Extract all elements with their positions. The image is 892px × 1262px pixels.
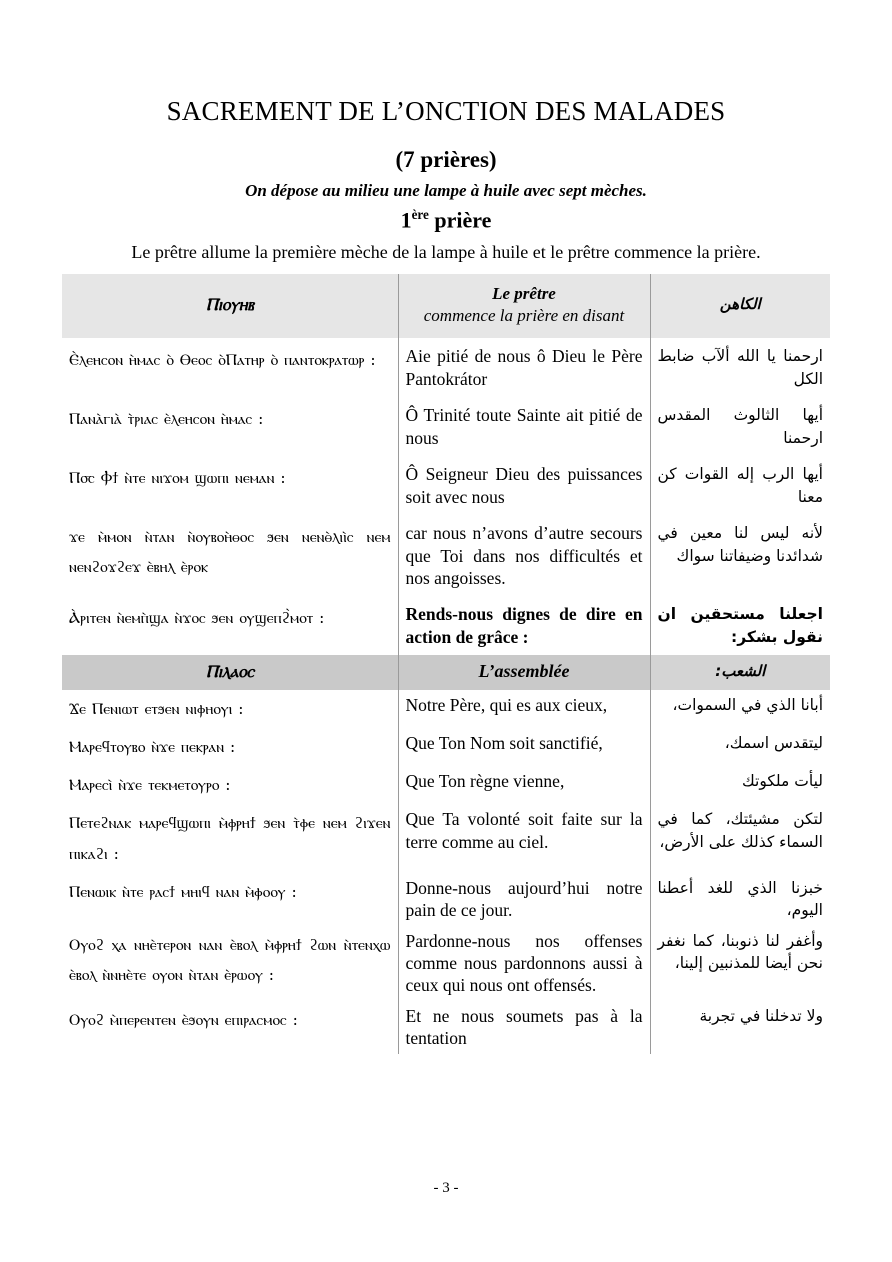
row-french-text: Notre Père, qui es aux cieux, — [405, 694, 608, 715]
assembly-header-row — [62, 655, 830, 689]
table-row — [62, 766, 830, 804]
assembly-header-arabic: الشعب: — [715, 662, 766, 681]
prayer-number-heading — [62, 207, 830, 234]
row-arabic-cell — [650, 873, 830, 926]
row-coptic-cell — [62, 596, 398, 655]
row-coptic-cell — [62, 728, 398, 766]
row-arabic-text: ولا تدخلنا في تجربة — [699, 1006, 823, 1025]
row-coptic-text: ϫⲉ ⲙ̀ⲙⲟⲛ ⲛ̀ⲧⲁⲛ ⲛ̀ⲟⲩⲃⲟⲏ̀ⲑⲟⲥ ϧⲉⲛ ⲛⲉⲛⲑ̀ⲗⲓⲓ̀ⲥ ⲛⲉⲙ ⲛⲉⲛϩⲟϫϩⲉϫ ⲉ̀ⲃⲏⲗ ⲉ̀ⲣⲟⲕ — [69, 528, 391, 577]
row-french-cell — [398, 690, 650, 728]
assembly-header-arabic-cell — [650, 655, 830, 689]
row-french-text: Que Ton Nom soit sanctifié, — [405, 732, 603, 753]
row-arabic-text: لتكن مشيئتك، كما في السماء كذلك على الأرض، — [657, 810, 823, 851]
row-coptic-text: Ⲡⲉⲧⲉϩⲛⲁⲕ ⲙⲁⲣⲉϥϣⲱⲡⲓ ⲙ̀ⲫⲣⲏϯ ϧⲉⲛ ⲧ̀ⲫⲉ ⲛⲉⲙ ϩⲓϫⲉⲛ ⲡⲓⲕⲁϩⲓ : — [69, 814, 391, 863]
row-arabic-cell — [650, 515, 830, 596]
row-coptic-cell — [62, 766, 398, 804]
priest-header-arabic-cell — [650, 274, 830, 338]
row-arabic-text: أيها الرب إله القوات كن معنا — [657, 465, 823, 506]
row-french-text: Pardonne-nous nos offenses comme nous pardonnons aussi à ceux qui nous ont offensés. — [405, 930, 643, 996]
row-french-cell — [398, 456, 650, 515]
priest-header-arabic: الكاهن — [719, 295, 761, 314]
row-french-text: Que Ta volonté soit faite sur la terre comme au ciel. — [405, 809, 643, 852]
document-subtitle: (7 prières) — [395, 146, 497, 172]
table-row — [62, 397, 830, 456]
table-row — [62, 515, 830, 596]
priest-header-row — [62, 274, 830, 338]
prayer-number-value: 1 — [400, 207, 412, 233]
row-arabic-cell — [650, 596, 830, 655]
row-french-cell — [398, 804, 650, 872]
row-arabic-cell — [650, 804, 830, 872]
priest-header-french — [406, 283, 643, 327]
row-coptic-cell — [62, 926, 398, 1001]
row-coptic-text: Ⲁ̀ⲣⲓⲧⲉⲛ ⲛ̀ⲉⲙⲡ̀ϣⲁ ⲛ̀ϫⲟⲥ ϧⲉⲛ ⲟⲩϣⲉⲡϩ̀ⲙⲟⲧ : — [69, 609, 325, 628]
table-row — [62, 926, 830, 1001]
row-arabic-cell — [650, 338, 830, 397]
row-coptic-text: Ⲡⲁⲛⲁ̀ⲅⲓⲁ̀ ⲧ̀ⲣⲓⲁⲥ ⲉ̀ⲗⲉⲏⲥⲟⲛ ⲏ̀ⲙⲁⲥ : — [69, 410, 264, 429]
row-coptic-text: Ⲟⲩⲟϩ ⲙ̀ⲡⲉⲣⲉⲛⲧⲉⲛ ⲉ̀ϧⲟⲩⲛ ⲉⲡⲓⲣⲁⲥⲙⲟⲥ : — [69, 1010, 298, 1029]
table-row — [62, 873, 830, 926]
row-arabic-text: ليأت ملكوتك — [741, 772, 823, 791]
row-coptic-text: Ⲡⲉⲛⲱⲓⲕ ⲛ̀ⲧⲉ ⲣⲁⲥϯ ⲙⲏⲓϥ ⲛⲁⲛ ⲙ̀ⲫⲟⲟⲩ : — [69, 882, 297, 901]
table-row — [62, 1001, 830, 1054]
row-coptic-cell — [62, 804, 398, 872]
row-french-cell — [398, 515, 650, 596]
page-number: - 3 - — [433, 1180, 459, 1196]
row-arabic-cell — [650, 690, 830, 728]
row-french-cell — [398, 1001, 650, 1054]
row-french-cell — [398, 397, 650, 456]
priest-header-french-line1: Le prêtre — [492, 284, 556, 304]
assembly-header-coptic-cell — [62, 655, 398, 689]
row-french-text: Donne-nous aujourd’hui notre pain de ce jour. — [405, 877, 643, 921]
row-coptic-text: Ⲙⲁⲣⲉⲥⲓ̀ ⲛ̀ϫⲉ ⲧⲉⲕⲙⲉⲧⲟⲩⲣⲟ : — [69, 776, 231, 795]
priest-header-french-cell — [398, 274, 650, 338]
row-french-cell — [398, 728, 650, 766]
row-french-text: Aie pitié de nous ô Dieu le Père Pantokrátor — [405, 346, 643, 389]
row-coptic-text: Ⲉ̀ⲗⲉⲏⲥⲟⲛ ⲏ̀ⲙⲁⲥ ⲟ̀ Ⲑⲉⲟⲥ ⲟ̀Ⲡⲁⲧⲏⲣ ⲟ̀ ⲡⲁⲛⲧⲟⲕⲣⲁⲧⲱⲣ : — [69, 351, 376, 370]
prayer-number-word: prière — [428, 207, 492, 233]
row-french-cell — [398, 338, 650, 397]
table-row — [62, 596, 830, 655]
row-arabic-text: اجعلنا مستحقين ان نقول بشكر: — [657, 605, 823, 646]
table-row — [62, 456, 830, 515]
row-arabic-cell — [650, 1001, 830, 1054]
document-instruction: Le prêtre allume la première mèche de la lampe à huile et le prêtre commence la prière. — [131, 241, 761, 262]
row-arabic-text: أبانا الذي في السموات، — [672, 695, 823, 714]
row-coptic-cell — [62, 338, 398, 397]
table-row — [62, 690, 830, 728]
row-arabic-cell — [650, 766, 830, 804]
table-row — [62, 338, 830, 397]
row-french-text: Rends-nous dignes de dire en action de grâce : — [405, 604, 643, 647]
row-coptic-cell — [62, 1001, 398, 1054]
row-arabic-cell — [650, 397, 830, 456]
row-arabic-cell — [650, 728, 830, 766]
priest-header-coptic: Ⲡⲓⲟⲩⲏⲃ — [205, 295, 254, 316]
row-arabic-text: لأنه ليس لنا معين في شدائدنا وضيفاتنا سواك — [657, 524, 823, 565]
row-coptic-cell — [62, 873, 398, 926]
row-coptic-cell — [62, 456, 398, 515]
assembly-header-coptic: Ⲡⲓⲗⲁⲟⲥ — [205, 661, 254, 682]
row-coptic-text: Ⲟⲩⲟϩ ⲭⲁ ⲛⲏⲉ̀ⲧⲉⲣⲟⲛ ⲛⲁⲛ ⲉ̀ⲃⲟⲗ ⲙ̀ⲫⲣⲏϯ ϩⲱⲛ ⲛ̀ⲧⲉⲛⲭⲱ ⲉ̀ⲃⲟⲗ ⲛ̀ⲛⲏⲉ̀ⲧⲉ ⲟⲩⲟⲛ ⲛ̀ⲧⲁⲛ ⲉ̀ⲣⲱⲟⲩ : — [69, 935, 391, 984]
liturgy-table — [62, 274, 830, 1053]
assembly-header-french-cell — [398, 655, 650, 689]
row-arabic-cell — [650, 926, 830, 1001]
row-french-cell — [398, 926, 650, 1001]
table-row — [62, 804, 830, 872]
row-french-cell — [398, 873, 650, 926]
row-coptic-text: Ⲡ⳪ Ⲫϯ ⲛ̀ⲧⲉ ⲛⲓϫⲟⲙ ϣⲱⲡⲓ ⲛⲉⲙⲁⲛ : — [69, 469, 286, 488]
row-french-text: Et ne nous soumets pas à la tentation — [405, 1005, 643, 1049]
row-arabic-text: ارحمنا يا الله ألآب ضابط الكل — [657, 347, 823, 388]
row-coptic-cell — [62, 515, 398, 596]
row-arabic-text: ليتقدس اسمك، — [724, 733, 823, 752]
liturgy-table-body — [62, 274, 830, 1053]
row-french-text: Ô Trinité toute Sainte ait pitié de nous — [405, 405, 643, 448]
row-coptic-cell — [62, 690, 398, 728]
document-rubric: On dépose au milieu une lampe à huile avec sept mèches. — [245, 180, 647, 200]
row-coptic-text: Ⲙⲁⲣⲉϥⲧⲟⲩⲃⲟ ⲛ̀ϫⲉ ⲡⲉⲕⲣⲁⲛ : — [69, 737, 236, 756]
priest-header-french-line2: commence la prière en disant — [423, 306, 625, 326]
prayer-number-ordinal: ère — [411, 206, 429, 222]
row-french-cell — [398, 596, 650, 655]
row-coptic-text: Ϫⲉ Ⲡⲉⲛⲓⲱⲧ ⲉⲧϧⲉⲛ ⲛⲓⲫⲏⲟⲩⲓ : — [69, 699, 244, 718]
row-french-text: Ô Seigneur Dieu des puissances soit avec nous — [405, 464, 643, 507]
row-french-cell — [398, 766, 650, 804]
priest-header-coptic-cell — [62, 274, 398, 338]
row-french-text: Que Ton règne vienne, — [405, 771, 565, 792]
page-title: SACREMENT DE L’ONCTION DES MALADES — [166, 96, 726, 126]
page-content — [62, 0, 830, 1054]
assembly-header-french: L’assemblée — [478, 661, 570, 682]
row-arabic-cell — [650, 456, 830, 515]
row-arabic-text: أيها الثالوث المقدس ارحمنا — [657, 406, 823, 447]
row-coptic-cell — [62, 397, 398, 456]
row-french-text: car nous n’avons d’autre secours que Toi dans nos difficultés et nos angoisses. — [405, 523, 643, 588]
table-row — [62, 728, 830, 766]
row-arabic-text: خبزنا الذي للغد أعطنا اليوم، — [657, 878, 823, 920]
row-arabic-text: وأغفر لنا ذنوبنا، كما نغفر نحن أيضا للمذنبين إلينا، — [657, 931, 823, 973]
